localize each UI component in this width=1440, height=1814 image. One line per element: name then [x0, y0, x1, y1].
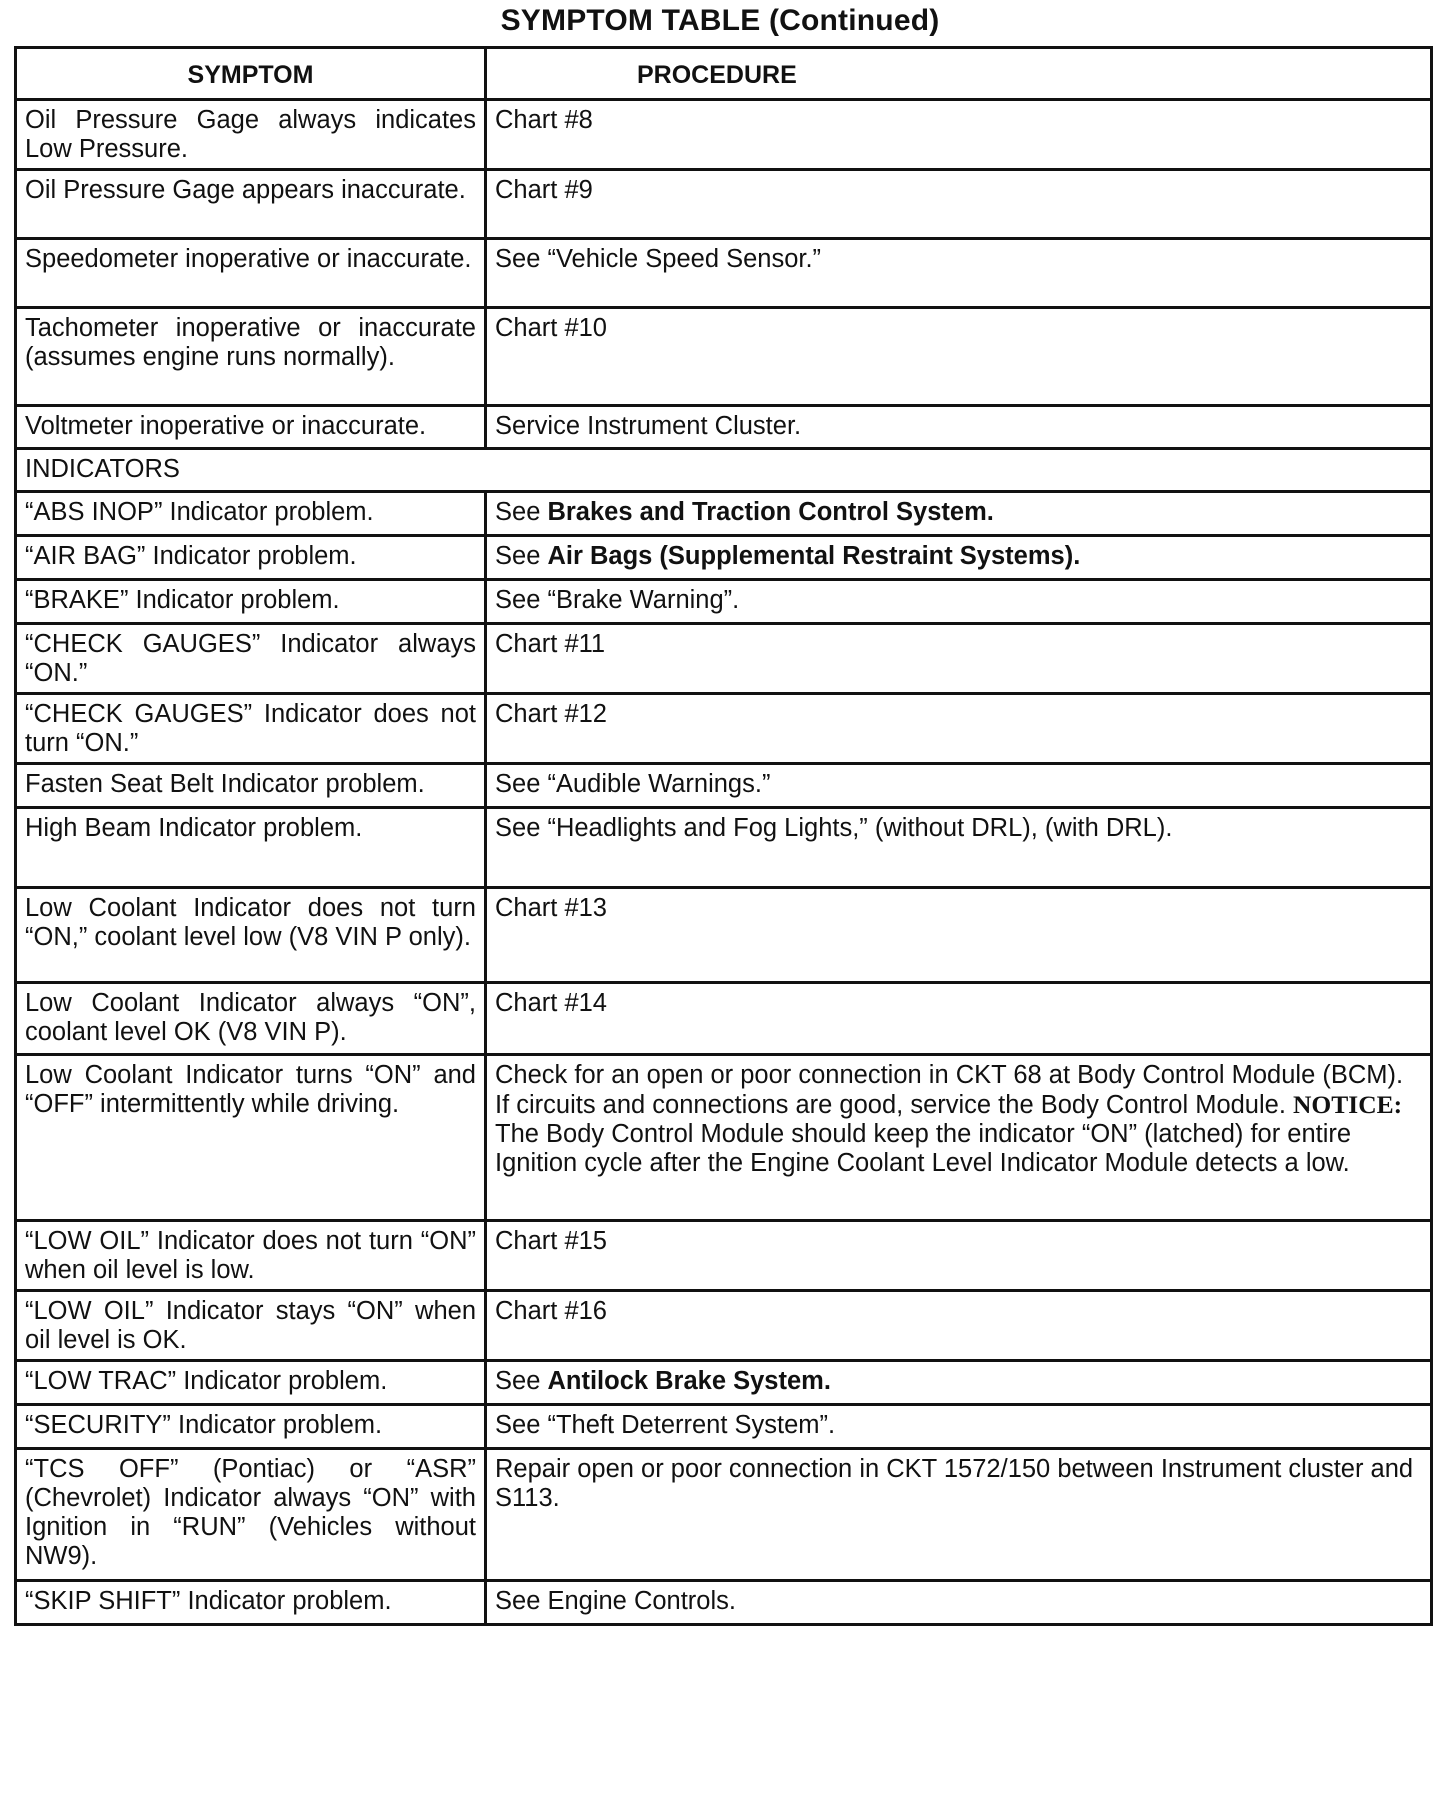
table-row	[16, 1581, 1432, 1625]
procedure-reference: Brakes and Traction Control System.	[547, 498, 994, 526]
procedure-cell: Chart #8	[486, 100, 1432, 170]
table-header-row	[16, 48, 1432, 100]
procedure-cell	[486, 536, 1432, 580]
table-row	[16, 406, 1432, 449]
procedure-cell: Chart #13	[486, 888, 1432, 983]
section-row	[16, 449, 1432, 492]
procedure-cell: See “Headlights and Fog Lights,” (without DRL), (with DRL).	[486, 808, 1432, 888]
symptom-cell: “LOW TRAC” Indicator problem.	[16, 1361, 486, 1405]
procedure-cell: Chart #16	[486, 1291, 1432, 1361]
table-row	[16, 808, 1432, 888]
table-row	[16, 1055, 1432, 1221]
symptom-cell: Fasten Seat Belt Indicator problem.	[16, 764, 486, 808]
procedure-prefix: See	[495, 498, 548, 526]
procedure-cell: Chart #15	[486, 1221, 1432, 1291]
symptom-cell: “CHECK GAUGES” Indicator always “ON.”	[16, 624, 486, 694]
symptom-cell: Tachometer inoperative or inaccurate (assumes engine runs normally).	[16, 308, 486, 406]
symptom-cell: “SECURITY” Indicator problem.	[16, 1405, 486, 1449]
procedure-cell: See “Brake Warning”.	[486, 580, 1432, 624]
procedure-cell: See “Vehicle Speed Sensor.”	[486, 239, 1432, 308]
table-row	[16, 492, 1432, 536]
column-header-symptom: SYMPTOM	[16, 48, 486, 100]
symptom-cell: “TCS OFF” (Pontiac) or “ASR” (Chevrolet) Indicator always “ON” with Ignition in “RUN” (Vehicles without NW9).	[16, 1449, 486, 1581]
table-row	[16, 1291, 1432, 1361]
procedure-cell	[486, 492, 1432, 536]
symptom-cell: “LOW OIL” Indicator does not turn “ON” when oil level is low.	[16, 1221, 486, 1291]
table-row	[16, 888, 1432, 983]
symptom-cell: “BRAKE” Indicator problem.	[16, 580, 486, 624]
procedure-text: The Body Control Module should keep the indicator “ON” (latched) for entire Ignition cycle after the Engine Coolant Level Indicator Module detects a low.	[495, 1120, 1352, 1177]
symptom-cell: “CHECK GAUGES” Indicator does not turn “ON.”	[16, 694, 486, 764]
procedure-text: Check for an open or poor connection in CKT 68 at Body Control Module (BCM). If circuits and connections are good, service the Body Control Module.	[495, 1061, 1404, 1119]
table-row	[16, 536, 1432, 580]
procedure-cell	[486, 1055, 1432, 1221]
procedure-cell: Chart #12	[486, 694, 1432, 764]
table-row	[16, 1221, 1432, 1291]
procedure-cell: Chart #11	[486, 624, 1432, 694]
symptom-cell: Low Coolant Indicator does not turn “ON,” coolant level low (V8 VIN P only).	[16, 888, 486, 983]
table-row	[16, 1405, 1432, 1449]
procedure-prefix: See	[495, 542, 548, 570]
table-row	[16, 308, 1432, 406]
table-row	[16, 624, 1432, 694]
symptom-cell: “AIR BAG” Indicator problem.	[16, 536, 486, 580]
procedure-prefix: See	[495, 1367, 548, 1395]
table-row	[16, 764, 1432, 808]
symptom-cell: Speedometer inoperative or inaccurate.	[16, 239, 486, 308]
symptom-cell: “SKIP SHIFT” Indicator problem.	[16, 1581, 486, 1625]
table-row	[16, 100, 1432, 170]
symptom-cell: Oil Pressure Gage always indicates Low Pressure.	[16, 100, 486, 170]
procedure-cell: See “Theft Deterrent System”.	[486, 1405, 1432, 1449]
table-row	[16, 1361, 1432, 1405]
symptom-cell: Oil Pressure Gage appears inaccurate.	[16, 170, 486, 239]
page-title: SYMPTOM TABLE (Continued)	[500, 4, 940, 37]
procedure-cell: Service Instrument Cluster.	[486, 406, 1432, 449]
procedure-cell: See Engine Controls.	[486, 1581, 1432, 1625]
procedure-reference: Air Bags (Supplemental Restraint Systems).	[547, 542, 1081, 570]
symptom-cell: Low Coolant Indicator turns “ON” and “OFF” intermittently while driving.	[16, 1055, 486, 1221]
table-row	[16, 170, 1432, 239]
procedure-cell: See “Audible Warnings.”	[486, 764, 1432, 808]
procedure-cell: Chart #9	[486, 170, 1432, 239]
table-row	[16, 983, 1432, 1055]
procedure-cell	[486, 1361, 1432, 1405]
symptom-cell: Low Coolant Indicator always “ON”, coolant level OK (V8 VIN P).	[16, 983, 486, 1055]
symptom-cell: “ABS INOP” Indicator problem.	[16, 492, 486, 536]
symptom-cell: Voltmeter inoperative or inaccurate.	[16, 406, 486, 449]
table-row	[16, 580, 1432, 624]
procedure-cell: Repair open or poor connection in CKT 1572/150 between Instrument cluster and S113.	[486, 1449, 1432, 1581]
column-header-procedure: PROCEDURE	[486, 48, 1432, 100]
table-row	[16, 1449, 1432, 1581]
procedure-reference: Antilock Brake System.	[547, 1367, 831, 1395]
symptom-cell: “LOW OIL” Indicator stays “ON” when oil level is OK.	[16, 1291, 486, 1361]
procedure-cell: Chart #14	[486, 983, 1432, 1055]
section-heading-indicators: INDICATORS	[16, 449, 1432, 492]
table-row	[16, 239, 1432, 308]
table-row	[16, 694, 1432, 764]
procedure-cell: Chart #10	[486, 308, 1432, 406]
symptom-cell: High Beam Indicator problem.	[16, 808, 486, 888]
notice-label: NOTICE:	[1293, 1090, 1403, 1119]
symptom-table	[14, 46, 1433, 1626]
